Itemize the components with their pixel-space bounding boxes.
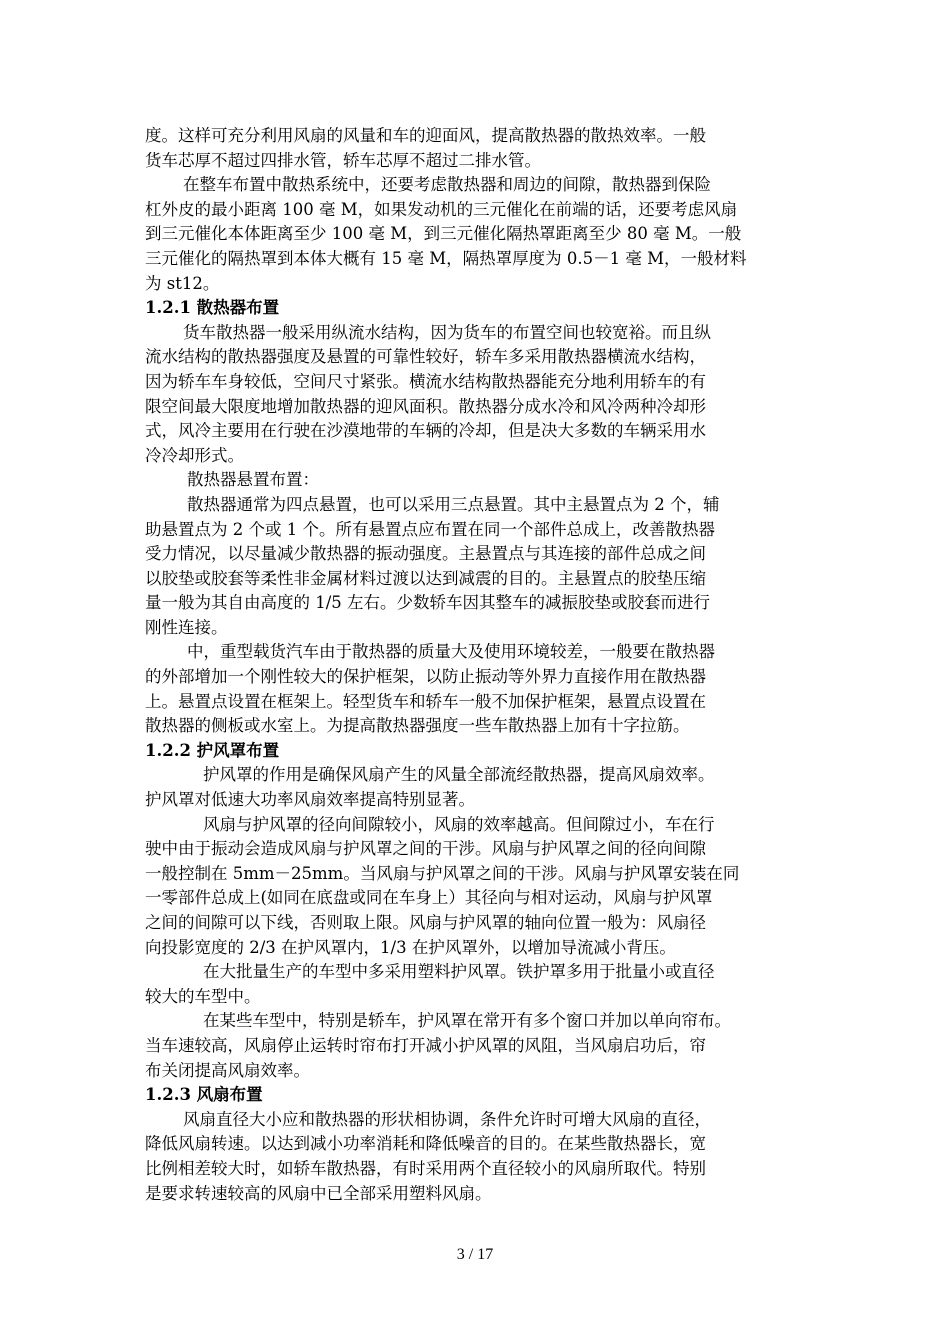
text-line: 在大批量生产的车型中多采用塑料护风罩。铁护罩多用于批量小或直径	[203, 962, 715, 982]
text-line: 冷冷却形式。	[145, 445, 244, 465]
text-line: 式，风冷主要用在行驶在沙漠地带的车辆的冷却，但是决大多数的车辆采用水	[145, 421, 706, 441]
text-line: 当车速较高，风扇停止运转时帘布打开减小护风罩的风阻，当风扇启功后，帘	[145, 1035, 706, 1055]
text-line: 为 st12。	[145, 273, 220, 293]
text-line: 货车芯厚不超过四排水管，轿车芯厚不超过二排水管。	[145, 150, 541, 170]
text-line: 受力情况，以尽量减少散热器的振动强度。主悬置点与其连接的部件总成之间	[145, 544, 706, 564]
text-line: 因为轿车车身较低，空间尺寸紧张。横流水结构散热器能充分地利用轿车的有	[145, 371, 706, 391]
text-line: 是要求转速较高的风扇中已全部采用塑料风扇。	[145, 1183, 492, 1203]
text-line: 风扇直径大小应和散热器的形状相协调，条件允许时可增大风扇的直径，	[183, 1109, 711, 1129]
text-line: 上。悬置点设置在框架上。轻型货车和轿车一般不加保护框架，悬置点设置在	[145, 691, 706, 711]
text-line: 风扇与护风罩的径向间隙较小，风扇的效率越高。但间隙过小，车在行	[203, 814, 715, 834]
text-line: 到三元催化本体距离至少 100 毫 M，到三元催化隔热罩距离至少 80 毫 M。一般	[145, 224, 742, 244]
text-line: 一般控制在 5mm－25mm。当风扇与护风罩之间的干涉。风扇与护风罩安装在同	[145, 863, 740, 883]
text-line: 散热器悬置布置：	[187, 470, 319, 490]
text-line: 护风罩的作用是确保风扇产生的风量全部流经散热器，提高风扇效率。	[203, 765, 715, 785]
text-line: 驶中由于振动会造成风扇与护风罩之间的干涉。风扇与护风罩之间的径向间隙	[145, 839, 706, 859]
text-line: 度。这样可充分利用风扇的风量和车的迎面风，提高散热器的散热效率。一般	[145, 126, 706, 145]
text-line: 比例相差较大时，如轿车散热器，有时采用两个直径较小的风扇所取代。特别	[145, 1158, 706, 1178]
text-line: 降低风扇转速。以达到减小功率消耗和降低噪音的目的。在某些散热器长，宽	[145, 1134, 706, 1154]
page-number: 3 / 17	[456, 1246, 494, 1263]
section-heading: 1.2.1 散热器布置	[145, 298, 280, 318]
text-line: 较大的车型中。	[145, 986, 261, 1006]
text-line: 护风罩对低速大功率风扇效率提高特别显著。	[145, 790, 475, 810]
text-line: 一零部件总成上(如同在底盘或同在车身上）其径向与相对运动，风扇与护风罩	[145, 888, 713, 908]
text-line: 限空间最大限度地增加散热器的迎风面积。散热器分成水冷和风冷两种冷却形	[145, 396, 706, 416]
text-line: 散热器的侧板或水室上。为提高散热器强度一些车散热器上加有十字拉筋。	[145, 716, 690, 736]
text-line: 向投影宽度的 2/3 在护风罩内，1/3 在护风罩外，以增加导流减小背压。	[145, 937, 676, 957]
text-line: 以胶垫或胶套等柔性非金属材料过渡以达到减震的目的。主悬置点的胶垫压缩	[145, 568, 706, 588]
text-line: 流水结构的散热器强度及悬置的可靠性较好，轿车多采用散热器横流水结构，	[145, 347, 706, 367]
text-line: 之间的间隙可以下线，否则取上限。风扇与护风罩的轴向位置一般为：风扇径	[145, 913, 706, 932]
text-line: 杠外皮的最小距离 100 毫 M，如果发动机的三元催化在前端的话，还要考虑风扇	[145, 199, 738, 219]
document-body	[145, 124, 805, 1206]
text-line: 三元催化的隔热罩到本体大概有 15 毫 M，隔热罩厚度为 0.5－1 毫 M，一般材料	[145, 248, 747, 268]
text-line: 刚性连接。	[145, 617, 228, 637]
section-heading: 1.2.3 风扇布置	[145, 1085, 263, 1105]
section-heading: 1.2.2 护风罩布置	[145, 740, 280, 760]
text-line: 的外部增加一个刚性较大的保护框架，以防止振动等外界力直接作用在散热器	[145, 667, 706, 687]
text-line: 量一般为其自由高度的 1/5 左右。少数轿车因其整车的减振胶垫或胶套而进行	[145, 593, 711, 613]
text-line: 在某些车型中，特别是轿车，护风罩在常开有多个窗口并加以单向帘布。	[203, 1011, 731, 1031]
text-line: 助悬置点为 2 个或 1 个。所有悬置点应布置在同一个部件总成上，改善散热器	[145, 519, 715, 539]
text-line: 中，重型载货汽车由于散热器的质量大及使用环境较差，一般要在散热器	[187, 642, 715, 662]
text-line: 布关闭提高风扇效率。	[145, 1060, 310, 1080]
text-line: 货车散热器一般采用纵流水结构，因为货车的布置空间也较宽裕。而且纵	[183, 322, 711, 342]
text-line: 散热器通常为四点悬置，也可以采用三点悬置。其中主悬置点为 2 个，辅	[187, 494, 720, 514]
text-line: 在整车布置中散热系统中，还要考虑散热器和周边的间隙，散热器到保险	[183, 175, 711, 195]
